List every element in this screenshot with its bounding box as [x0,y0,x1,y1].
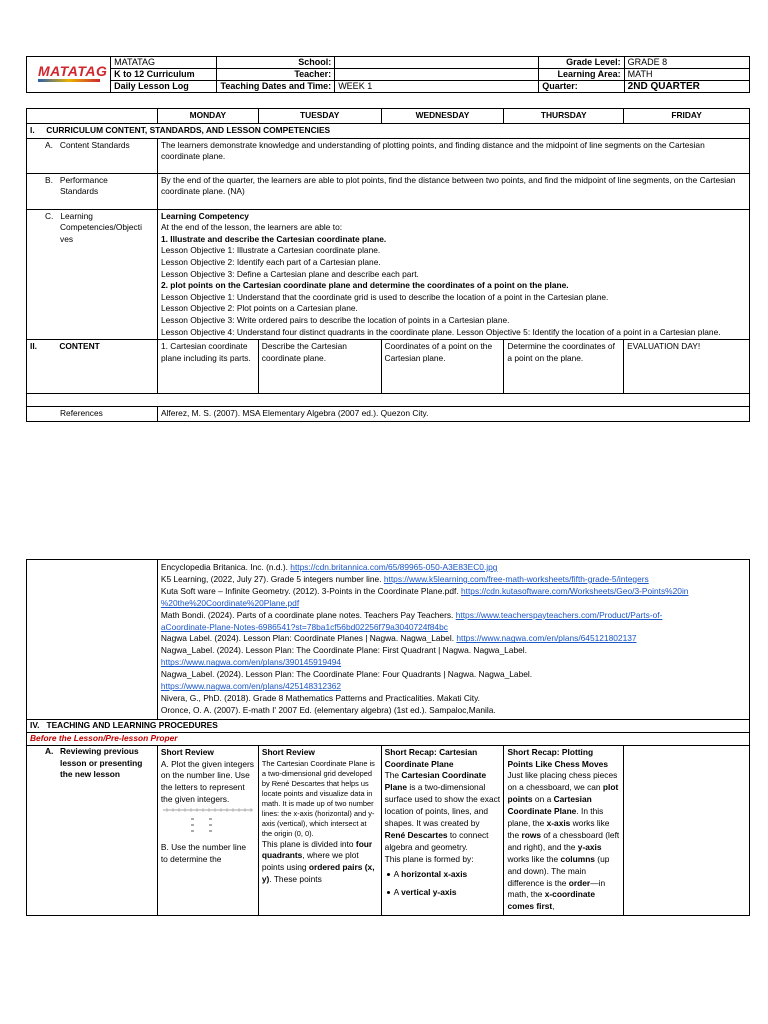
reference-item [161,669,746,693]
text-run: A [393,886,402,897]
text-run: —in math, the [507,877,606,900]
tue-small-text: The Cartesian Coordinate Plane is a two-dimensional grid developed by René Descartes that helps us locate points and visualize data in math. It is made up of two number lines: the x-axis (horizontal) and y-axis (vertical), which intersect at the origin (0, 0). [261,758,375,838]
reference-link[interactable]: https://www.nagwa.com/en/plans/645121802137 [456,633,637,644]
performance-label-line-1: B. Performance [45,174,108,185]
competencies-label-line-1: C. Learning [45,210,93,221]
lc-1-objective-3: Lesson Objective 3: Define a Cartesian plane and describe each part. [160,268,419,279]
lc-1-objective-1: Lesson Objective 1: Illustrate a Cartesian coordinate plane. [160,245,381,256]
lc-2-objective-1: Lesson Objective 1: Understand that the coordinate grid is used to describe the location of a point in the Cartesian plane. [160,291,609,302]
doc-title-line-2: K to 12 Curriculum [111,69,217,81]
references-continued-table [26,559,750,916]
number-line-labels [191,818,212,832]
tue-title: Short Review [261,746,315,757]
bold-run: René Descartes [384,829,448,840]
reference-link[interactable]: https://www.nagwa.com/en/plans/425148312362 [160,681,342,692]
dates-label: Teaching Dates and Time: [217,81,335,93]
references-row [27,407,750,422]
thu-title: Short Recap: Plotting Points Like Chess Moves [507,746,609,769]
day-thursday: THURSDAY [504,109,624,124]
lc-2-objective-4: Lesson Objective 4: Understand four distinct quadrants in the coordinate plane. Lesson Objective 5: Identify the location of a point in a Cartesian plane. [160,326,721,337]
competencies-label [27,209,158,340]
bold-run: order [568,877,591,888]
days-header-row [27,109,750,124]
review-label-text: Reviewing previous lesson or presenting the new lesson [60,745,143,780]
reference-item [161,562,746,574]
reference-text: Nivera, G., PhD. (2018). Grade 8 Mathematics Patterns and Practicalities. Makati City. [160,692,481,703]
school-value[interactable] [335,57,539,69]
header-table [26,56,750,93]
mon-title: Short Review [160,746,214,757]
competencies-row [27,209,750,340]
bullet-icon [387,891,390,894]
grade-value[interactable]: GRADE 8 [624,57,749,69]
references-label: References [27,407,158,422]
lc-2: 2. plot points on the Cartesian coordinate plane and determine the coordinates of a point on the plane. [160,280,569,291]
text-run: A [393,868,402,879]
competencies-text [157,209,749,340]
tue-paragraph [262,839,378,887]
doc-title-line-1: MATATAG [111,57,217,69]
logo-cell [27,57,111,93]
competencies-label-line-3: ves [60,233,74,244]
reference-text: Oronce, O. A. (2007). E-math I' 2007 Ed. (elementary algebra) (1st ed.). Sampaloc,Manila. [160,704,496,715]
reference-item [161,586,746,610]
mon-part-b: B. Use the number line to determine the [160,842,247,865]
section1-title-row [27,124,750,139]
text-run: to connect algebra and geometry. [384,829,489,852]
day-monday: MONDAY [157,109,258,124]
reference-item [161,610,746,634]
reference-item [161,574,746,586]
school-label: School: [217,57,335,69]
day-tuesday: TUESDAY [258,109,381,124]
review-monday [157,745,258,915]
mon-part-a: A. Plot the given integers on the number line. Use the letters to represent the given integers. [160,758,254,805]
bold-run: four quadrants [261,838,373,861]
bullet-icon [387,873,390,876]
review-wednesday [381,745,504,915]
wed-bullet-2 [385,887,501,899]
text-run: . In this plane, the [507,806,604,829]
bold-run: vertical y-axis [401,886,457,897]
section4-title: IV. TEACHING AND LEARNING PROCEDURES [27,719,750,732]
section4-title-row [27,719,750,732]
teacher-label: Teacher: [217,69,335,81]
content-wednesday: Coordinates of a point on the Cartesian plane. [381,340,504,394]
reference-link-cont[interactable]: %20the%20Coordinate%20Plane.pdf [160,597,300,608]
reference-item [161,705,746,717]
review-thursday [504,745,624,915]
bold-run: x-axis [546,818,571,829]
bold-run: plot points [507,782,619,805]
spacer-row [27,394,750,407]
lesson-log-table [26,108,750,422]
quarter-value[interactable]: 2ND QUARTER [624,81,749,93]
review-row [27,745,750,915]
bold-run: rows [521,829,542,840]
grade-label: Grade Level: [539,57,624,69]
lc-2-objective-2: Lesson Objective 2: Plot points on a Cartesian plane. [160,303,358,314]
bold-run: ordered pairs (x, y) [261,862,375,885]
bold-run: Cartesian Coordinate Plane [507,794,592,817]
wed-bullet-1 [385,869,501,881]
reference-link[interactable]: https://cdn.kutasoftware.com/Worksheets/Geo/3-Points%20in [460,585,689,596]
references-continued-row [27,560,750,720]
reference-item [161,693,746,705]
area-label: Learning Area: [539,69,624,81]
reference-text: K5 Learning, (2022, July 27). Grade 5 integers number line. [160,573,384,584]
performance-standards-label [27,173,158,209]
wed-paragraph [385,770,501,853]
bold-run: x-coordinate comes first [507,889,595,912]
reference-link-cont[interactable]: aCoordinate-Plane-Notes-6986541?st=78ba1cf56bd02256f79a3040724f84bc [160,621,448,632]
day-wednesday: WEDNESDAY [381,109,504,124]
review-friday [624,745,750,915]
number-line-figure [161,806,255,842]
section1-title: I. CURRICULUM CONTENT, STANDARDS, AND LESSON COMPETENCIES [27,124,750,139]
references-continued-label [27,560,158,720]
content-label-num: II. [30,341,37,352]
content-standards-label: A. Content Standards [27,138,158,173]
logo-text: MATATAG [38,63,108,79]
text-run: This plane is divided into [261,838,356,849]
text-run: Just like placing chess pieces on a chessboard, we can [507,770,618,793]
text-run: . These points [269,874,322,885]
reference-link[interactable]: https://www.nagwa.com/en/plans/390145919494 [160,657,342,668]
lc-intro: At the end of the lesson, the learners are able to: [160,222,343,233]
section4-subtitle: Before the Lesson/Pre-lesson Proper [27,732,750,745]
performance-standards-text: By the end of the quarter, the learners are able to plot points, find the distance between two points, and find the midpoint of line segments, on the Cartesian coordinate plane. (NA) [157,173,749,209]
reference-text: Math Bondi. (2024). Parts of a coordinate plane notes. Teachers Pay Teachers. [160,609,456,620]
lc-1-objective-2: Lesson Objective 2: Identify each part of a Cartesian plane. [160,256,381,267]
quarter-label: Quarter: [539,81,624,93]
text-run: works like the [507,818,610,840]
reference-text: Kuta Soft ware – Infinite Geometry. (2012). 3-Points in the Coordinate Plane.pdf. [160,585,461,596]
area-value[interactable]: MATH [624,69,749,81]
reference-item [161,645,746,669]
thu-paragraph [507,770,620,913]
section4-subtitle-row [27,732,750,745]
bold-run: Cartesian Coordinate Plane [384,770,487,793]
content-label-text: CONTENT [59,341,100,352]
content-thursday: Determine the coordinates of a point on the plane. [504,340,624,394]
content-standards-row [27,138,750,173]
teacher-value[interactable] [335,69,539,81]
text-run: on a [532,794,554,805]
number-line-image [161,806,255,840]
reference-link[interactable]: https://cdn.britannica.com/65/89965-050-A3E83EC0.jpg [290,562,498,572]
review-label [27,745,158,915]
content-monday: 1. Cartesian coordinate plane including its parts. [157,340,258,394]
reference-text: Encyclopedia Britanica. Inc. (n.d.). [160,562,291,572]
text-run: works like the [507,853,561,864]
content-tuesday: Describe the Cartesian coordinate plane. [258,340,381,394]
day-friday: FRIDAY [624,109,750,124]
performance-standards-row [27,173,750,209]
bold-run: y-axis [577,841,602,852]
reference-item [161,633,746,645]
wed-formed-by: This plane is formed by: [384,853,474,864]
days-corner [27,109,158,124]
dates-value[interactable]: WEEK 1 [335,81,539,93]
text-run: is a two-dimensional surface used to show the exact location of points, lines, and shapes. It was created by [384,782,501,829]
review-label-letter: A. [45,745,54,756]
lc-heading: Learning Competency [160,210,249,221]
content-label [27,340,158,394]
spacer-cell [27,394,750,407]
text-run: (up and down). The main difference is the [507,853,610,888]
text-run: , where we plot points using [261,850,359,873]
bold-run: columns [560,853,595,864]
competencies-label-line-2: Competencies/Objecti [60,222,142,233]
references-list [157,560,749,720]
doc-title-line-3: Daily Lesson Log [111,81,217,93]
lc-2-objective-3: Lesson Objective 3: Write ordered pairs to describe the location of points in a Cartesian plane. [160,314,510,325]
reference-text: Nagwa_Label. (2024). Lesson Plan: The Coordinate Plane: Four Quadrants | Nagwa. Nagwa_Label. [160,669,533,680]
reference-text: Nagwa Label. (2024). Lesson Plan: Coordinate Planes | Nagwa. Nagwa_Label. [160,633,457,644]
content-row [27,340,750,394]
review-tuesday [258,745,381,915]
review-label-wrap [45,746,154,782]
performance-label-line-2: Standards [60,186,99,197]
reference-text: Nagwa_Label. (2024). Lesson Plan: The Coordinate Plane: First Quadrant | Nagwa. Nagwa_Label. [160,645,527,656]
bold-run: horizontal x-axis [401,868,468,879]
text-run: of a chessboard (left and right), and the [507,829,620,852]
content-standards-text: The learners demonstrate knowledge and understanding of plotting points, and finding distance and the midpoint of line segments on the Cartesian coordinate plane. [157,138,749,173]
lc-1: 1. Illustrate and describe the Cartesian coordinate plane. [160,233,387,244]
content-friday: EVALUATION DAY! [624,340,750,394]
wed-title: Short Recap: Cartesian Coordinate Plane [384,746,478,769]
reference-link[interactable]: https://www.teacherspayteachers.com/Product/Parts-of- [455,609,663,620]
text-run: The [384,770,402,781]
text-run: , [552,901,555,912]
references-first: Alferez, M. S. (2007). MSA Elementary Algebra (2007 ed.). Quezon City. [157,407,749,422]
reference-link[interactable]: https://www.k5learning.com/free-math-worksheets/fifth-grade-5/integers [383,573,649,584]
